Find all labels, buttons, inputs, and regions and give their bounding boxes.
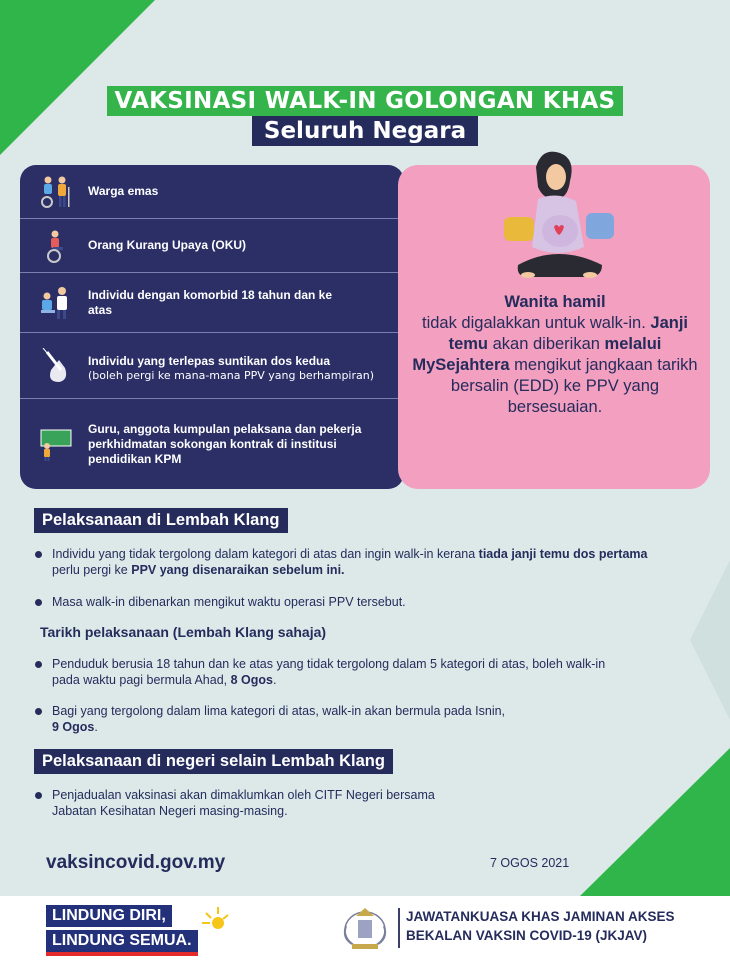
list-item: Penduduk berusia 18 tahun dan ke atas yang tidak tergolong dalam 5 kategori di atas, boleh walk-in pada waktu pagi bermula Ahad, 8 Ogos.	[52, 656, 627, 688]
lindung-diri-logo: LINDUNG DIRI, LINDUNG SEMUA.	[46, 905, 230, 955]
pregnant-women-notice	[412, 292, 698, 418]
category-row	[20, 399, 404, 489]
elderly-icon	[36, 174, 76, 210]
pregnant-woman-illustration	[498, 147, 618, 297]
organization-name: JAWATANKUASA KHAS JAMINAN AKSES BEKALAN VAKSIN COVID-19 (JKJAV)	[406, 909, 675, 943]
pregnant-heading: Wanita hamil	[504, 293, 606, 311]
category-sublabel: (boleh pergi ke mana-mana PPV yang berhampiran)	[88, 368, 375, 382]
other-states-heading: Pelaksanaan di negeri selain Lembah Klang	[34, 749, 393, 774]
title-block	[0, 86, 730, 146]
syringe-icon	[36, 348, 76, 384]
divider	[398, 908, 400, 948]
government-crest-icon	[338, 902, 392, 954]
appointment-label: Janji temu	[448, 314, 688, 353]
sun-icon	[200, 905, 230, 931]
wheelchair-icon	[36, 228, 76, 264]
main-title: VAKSINASI WALK-IN GOLONGAN KHAS	[107, 86, 624, 116]
medical-care-icon	[36, 285, 76, 321]
category-row	[20, 165, 404, 219]
klang-valley-heading: Pelaksanaan di Lembah Klang	[34, 508, 288, 533]
publish-date: 7 OGOS 2021	[490, 856, 570, 870]
side-decoration-right	[690, 560, 730, 720]
pregnant-women-panel	[398, 165, 710, 489]
sub-title: Seluruh Negara	[252, 116, 478, 146]
pregnant-text: akan diberikan	[492, 335, 600, 353]
category-label: Individu yang terlepas suntikan dos kedua	[88, 353, 331, 368]
mysejahtera-label: melalui MySejahtera	[412, 335, 662, 374]
website-link[interactable]: vaksincovid.gov.my	[46, 852, 226, 873]
category-row	[20, 219, 404, 273]
list-item: Bagi yang tergolong dalam lima kategori di atas, walk-in akan bermula pada Isnin, 9 Ogos.	[52, 703, 512, 735]
list-item: Penjadualan vaksinasi akan dimaklumkan oleh CITF Negeri bersama Jabatan Kesihatan Negeri masing-masing.	[52, 787, 472, 819]
pregnant-text: tidak digalakkan untuk walk-in.	[422, 314, 646, 332]
list-item: Individu yang tidak tergolong dalam kategori di atas dan ingin walk-in kerana tiada janji temu dos pertama perlu pergi ke PPV yang disenaraikan sebelum ini.	[52, 546, 652, 578]
category-label: Individu dengan komorbid 18 tahun dan ke atas	[88, 287, 333, 317]
pregnant-text: mengikut jangkaan tarikh bersalin (EDD) ke PPV yang bersesuaian.	[450, 356, 698, 416]
teacher-icon	[36, 426, 76, 462]
list-item: Masa walk-in dibenarkan mengikut waktu operasi PPV tersebut.	[52, 594, 652, 610]
implementation-date-heading: Tarikh pelaksanaan (Lembah Klang sahaja)	[40, 624, 327, 640]
category-label: Warga emas	[88, 184, 159, 198]
category-row	[20, 333, 404, 399]
category-row	[20, 273, 404, 333]
category-label: Guru, anggota kumpulan pelaksana dan pekerja perkhidmatan sokongan kontrak di institusi pendidikan KPM	[88, 421, 362, 466]
category-label: Orang Kurang Upaya (OKU)	[88, 238, 247, 252]
corner-decoration-bottom-right	[580, 748, 730, 896]
categories-panel	[20, 165, 404, 489]
